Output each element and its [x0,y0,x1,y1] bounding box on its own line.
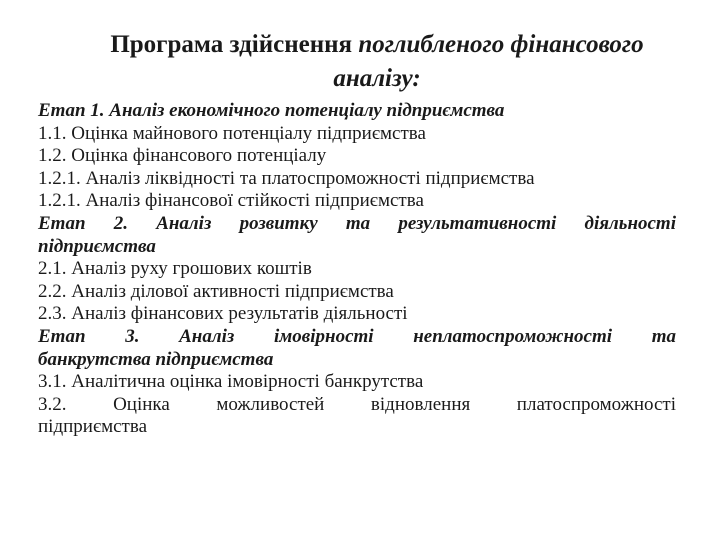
title-part-3: аналізу: [333,65,421,92]
item-2-2: 2.2. Аналіз ділової активності підприємства [38,280,394,302]
item-1-2-1-liquidity: 1.2.1. Аналіз ліквідності та платоспроможності підприємства [38,167,535,189]
stage-1-heading: Етап 1. Аналіз економічного потенціалу підприємства [38,100,505,121]
stage-3-heading-line-2: банкрутства підприємства [38,348,274,370]
item-1-1: 1.1. Оцінка майнового потенціалу підприємства [38,122,426,144]
title-part-2: поглибленого фінансового [358,31,644,58]
program-list [38,100,676,439]
stage-2-heading-line-1: Етап 2. Аналіз розвитку та результативності діяльності [38,212,676,234]
title-part-1: Програма здійснення [110,31,359,58]
item-1-2: 1.2. Оцінка фінансового потенціалу [38,145,327,167]
item-1-2-1-stability: 1.2.1. Аналіз фінансової стійкості підприємства [38,190,424,212]
item-2-3: 2.3. Аналіз фінансових результатів діяльності [38,303,408,325]
item-3-2-line-1: 3.2. Оцінка можливостей відновлення платоспроможності [38,393,676,415]
stage-2-heading-line-2: підприємства [38,235,156,257]
item-3-1: 3.1. Аналітична оцінка імовірності банкрутства [38,371,424,393]
item-3-2-line-2: підприємства [38,416,148,438]
stage-3-heading-line-1: Етап 3. Аналіз імовірності неплатоспроможності та [38,325,676,347]
item-2-1: 2.1. Аналіз руху грошових коштів [38,258,312,280]
slide-title [38,28,676,96]
